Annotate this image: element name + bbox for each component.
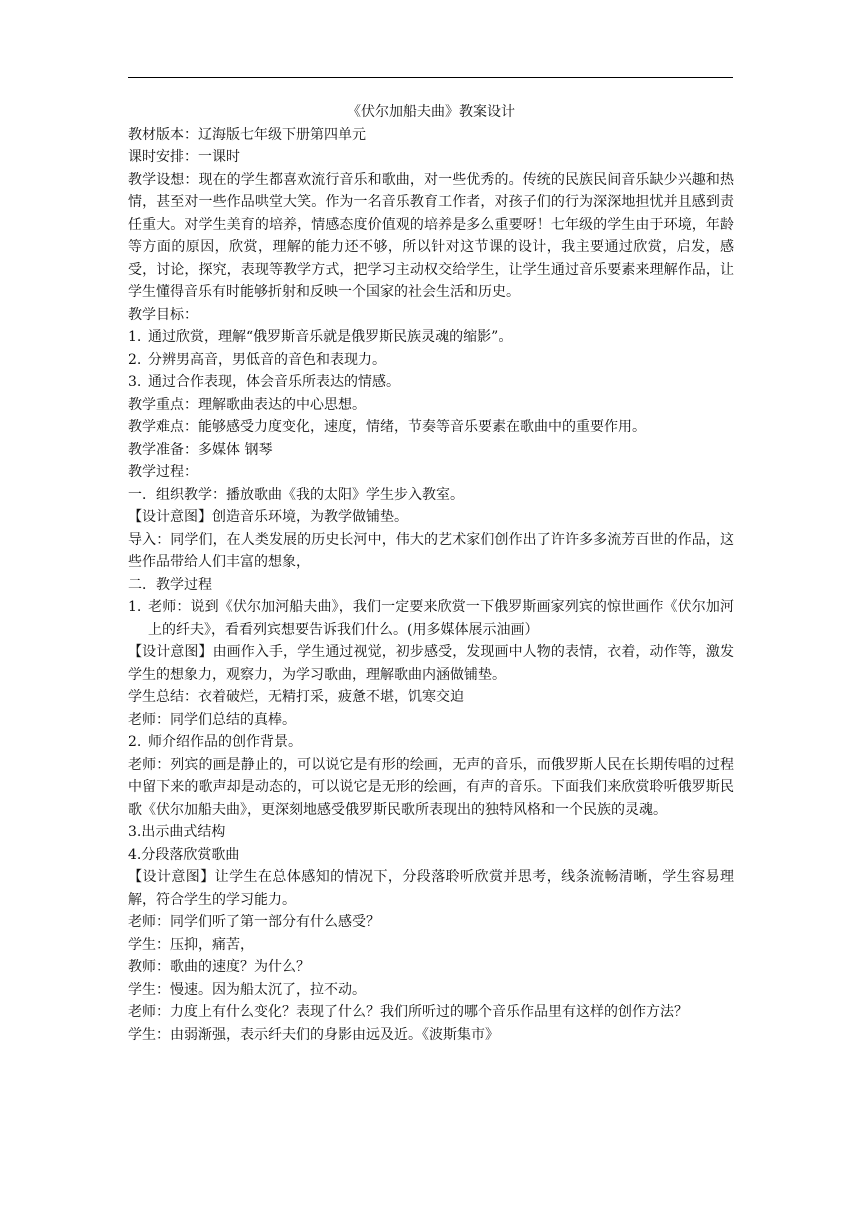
paragraph: 学生：压抑，痛苦，	[128, 936, 254, 953]
item-text: 分辨男高音，男低音的音色和表现力。	[148, 351, 386, 368]
paragraph: 教材版本：辽海版七年级下册第四单元	[128, 126, 366, 143]
paragraph: 老师：同学们总结的真棒。	[128, 711, 296, 728]
paragraph: 导入：同学们，在人类发展的历史长河中，伟大的艺术家们创作出了许许多多流芳百世的作品，这些作品带给人们丰富的想象，	[128, 531, 734, 570]
paragraph: 教师：歌曲的速度？为什么？	[128, 959, 310, 975]
item-number: 2.	[128, 734, 142, 750]
numbered-item	[128, 371, 734, 394]
paragraph: 教学重点：理解歌曲表达的中心思想。	[128, 396, 366, 413]
item-number: 3.	[128, 374, 142, 390]
item-number: 2.	[128, 351, 142, 368]
paragraph: 教学难点：能够感受力度变化，速度，情绪，节奏等音乐要素在歌曲中的重要作用。	[128, 419, 646, 435]
document-body	[128, 101, 734, 1046]
item-number: 1.	[128, 329, 142, 345]
paragraph: 老师：列宾的画是静止的，可以说它是有形的绘画，无声的音乐，而俄罗斯人民在长期传唱的过程中留下来的歌声却是动态的，可以说它是无形的绘画，有声的音乐。下面我们来欣赏聆听俄罗斯民歌《伏尔加船夫曲》，更深刻地感受俄罗斯民歌所表现出的独特风格和一个民族的灵魂。	[128, 756, 734, 818]
paragraph: 老师：同学们听了第一部分有什么感受？	[128, 914, 380, 930]
paragraph: 学生：由弱渐强，表示纤夫们的身影由远及近。《波斯集市》	[128, 1026, 499, 1043]
numbered-item	[128, 596, 734, 641]
paragraph: 教学过程：	[128, 464, 198, 480]
paragraph: 【设计意图】让学生在总体感知的情况下，分段落聆听欣赏并思考，线条流畅清晰，学生容易理解，符合学生的学习能力。	[128, 869, 734, 908]
item-text: 通过欣赏，理解“俄罗斯音乐就是俄罗斯民族灵魂的缩影”。	[148, 329, 513, 345]
paragraph: 二．教学过程	[128, 576, 212, 593]
item-text: 老师：说到《伏尔加河船夫曲》，我们一定要来欣赏一下俄罗斯画家列宾的惊世画作《伏尔加河上的纤夫》，看看列宾想要告诉我们什么。(用多媒体展示油画）	[148, 599, 734, 638]
paragraph: 教学目标：	[128, 306, 198, 323]
header-rule	[128, 77, 733, 78]
paragraph: 学生总结：衣着破烂，无精打采，疲惫不堪，饥寒交迫	[128, 689, 464, 705]
item-text: 通过合作表现，体会音乐所表达的情感。	[148, 374, 400, 390]
item-text: 师介绍作品的创作背景。	[148, 734, 302, 750]
item-number: 1.	[128, 599, 142, 615]
paragraph: 4.分段落欣赏歌曲	[128, 846, 240, 863]
numbered-item	[128, 731, 734, 754]
paragraph: 3.出示曲式结构	[128, 824, 226, 840]
numbered-item	[128, 326, 734, 349]
paragraph: 一．组织教学：播放歌曲《我的太阳》学生步入教室。	[128, 486, 464, 503]
paragraph: 【设计意图】由画作入手，学生通过视觉，初步感受，发现画中人物的表情，衣着，动作等，激发学生的想象力，观察力，为学习歌曲，理解歌曲内涵做铺垫。	[128, 644, 734, 683]
paragraph: 【设计意图】创造音乐环境，为教学做铺垫。	[128, 509, 408, 525]
document-title: 《伏尔加船夫曲》教案设计	[347, 104, 515, 120]
paragraph: 学生：慢速。因为船太沉了，拉不动。	[128, 981, 366, 998]
paragraph: 老师：力度上有什么变化？表现了什么？我们所听过的哪个音乐作品里有这样的创作方法？	[128, 1004, 688, 1020]
paragraph: 课时安排：一课时	[128, 149, 240, 165]
numbered-item	[128, 349, 734, 372]
paragraph: 教学设想：现在的学生都喜欢流行音乐和歌曲，对一些优秀的。传统的民族民间音乐缺少兴趣和热情，甚至对一些作品哄堂大笑。作为一名音乐教育工作者，对孩子们的行为深深地担忧并且感到责任重大。对学生美育的培养，情感态度价值观的培养是多么重要呀！七年级的学生由于环境，年龄等方面的原因，欣赏，理解的能力还不够，所以针对这节课的设计，我主要通过欣赏，启发，感受，讨论，探究，表现等教学方式，把学习主动权交给学生，让学生通过音乐要素来理解作品，让学生懂得音乐有时能够折射和反映一个国家的社会生活和历史。	[128, 171, 734, 300]
paragraph: 教学准备：多媒体 钢琴	[128, 441, 273, 458]
